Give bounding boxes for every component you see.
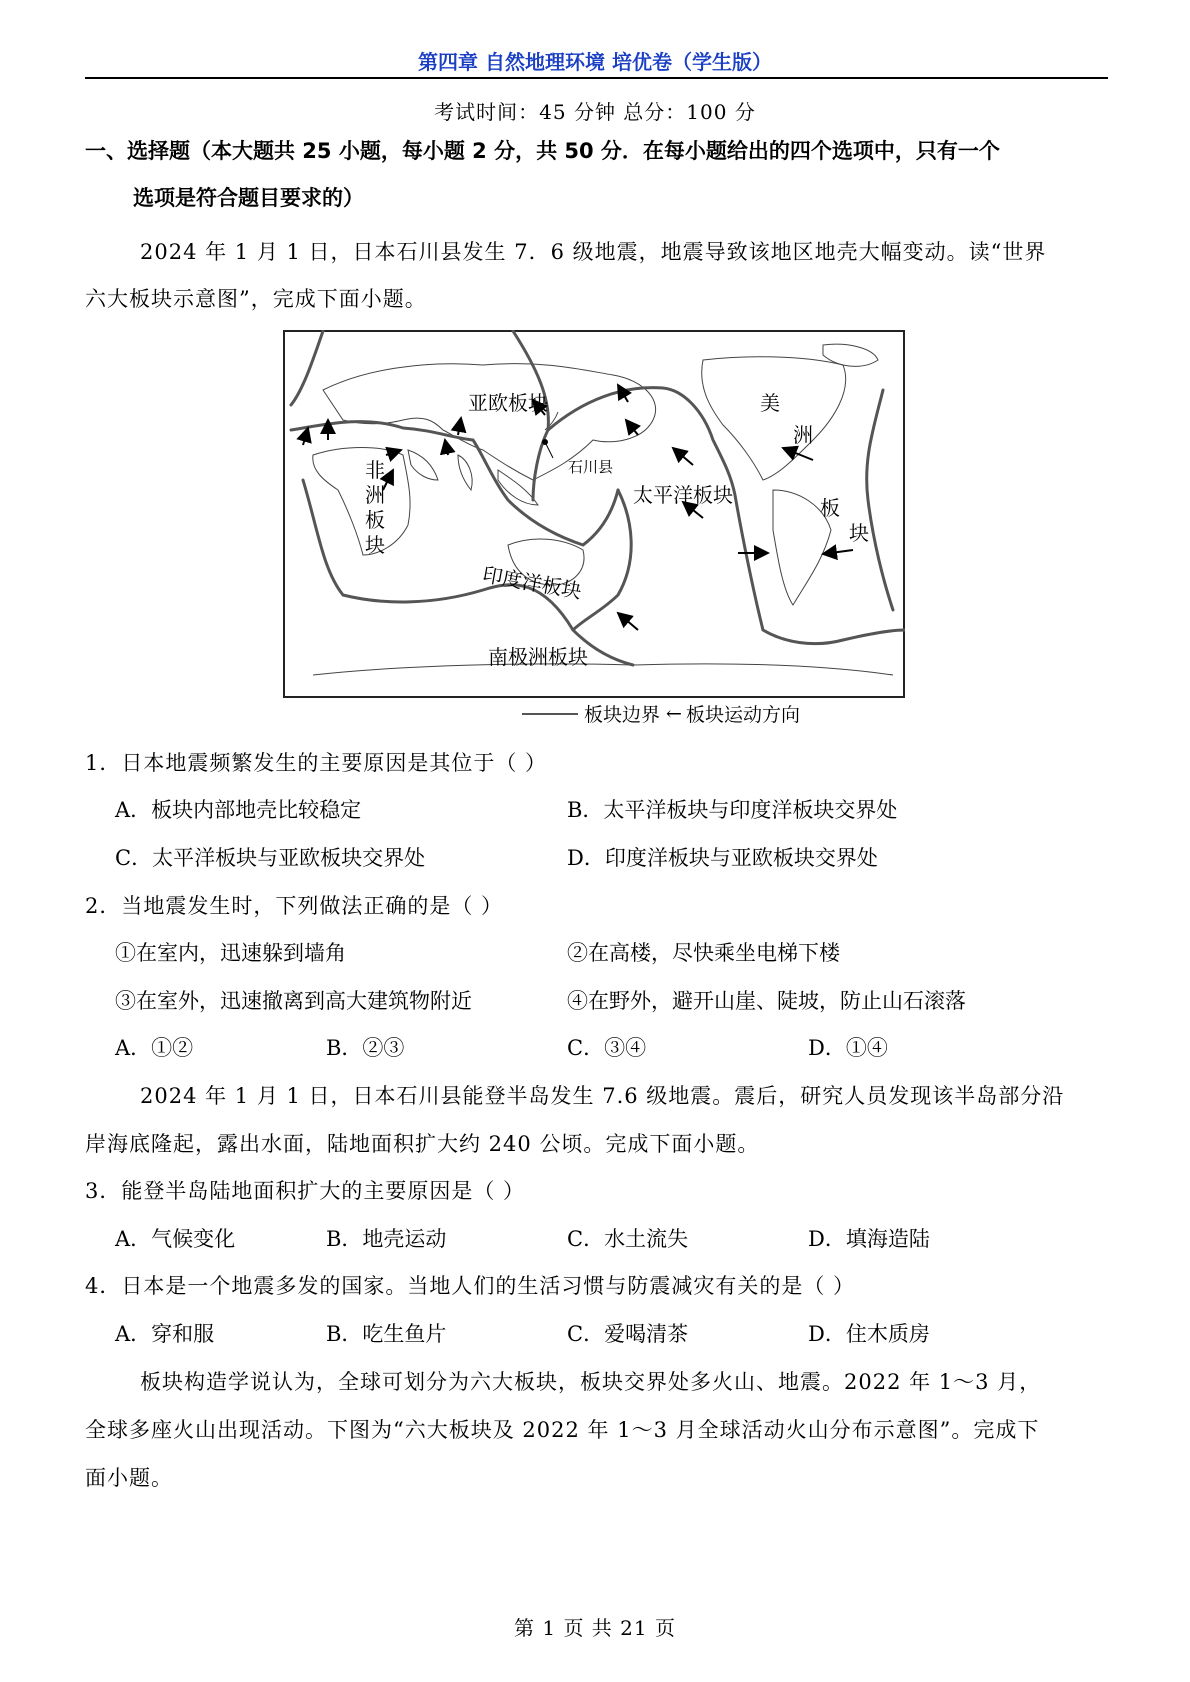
document-title: 第四章 自然地理环境 培优卷（学生版） xyxy=(418,50,772,74)
question-3-option-a: A．气候变化 xyxy=(115,1227,236,1251)
question-4-stem: 4．日本是一个地震多发的国家。当地人们的生活习惯与防震减灾有关的是（ ） xyxy=(85,1274,856,1298)
question-4-option-b: B．吃生鱼片 xyxy=(326,1322,447,1346)
exam-info: 考试时间：45 分钟 总分：100 分 xyxy=(434,100,756,124)
question-3-option-d: D．填海造陆 xyxy=(808,1227,930,1251)
label-africa-char-2: 洲 xyxy=(365,483,385,507)
question-2-statement-3: ③在室外，迅速撤离到高大建筑物附近 xyxy=(115,989,472,1013)
label-indian-plate: 印度洋板块 xyxy=(480,562,584,604)
intro3-line2: 全球多座火山出现活动。下图为“六大板块及 2022 年 1～3 月全球活动火山分布示意图”。完成下 xyxy=(85,1418,1040,1442)
tectonic-plate-map xyxy=(283,330,905,698)
question-3-option-b: B．地壳运动 xyxy=(326,1227,447,1251)
question-2-statement-2: ②在高楼，尽快乘坐电梯下楼 xyxy=(567,941,840,965)
question-4-option-a: A．穿和服 xyxy=(115,1322,215,1346)
question-1-option-b: B．太平洋板块与印度洋板块交界处 xyxy=(567,798,898,822)
label-america-char-1: 美 xyxy=(760,391,780,415)
label-pacific-plate: 太平洋板块 xyxy=(633,483,733,507)
question-3-stem: 3．能登半岛陆地面积扩大的主要原因是（ ） xyxy=(85,1179,526,1203)
label-africa-char-3: 板 xyxy=(365,508,385,532)
question-1-option-d: D．印度洋板块与亚欧板块交界处 xyxy=(567,846,878,870)
legend-direction: 板块运动方向 xyxy=(685,704,800,726)
intro2-line1: 2024 年 1 月 1 日，日本石川县能登半岛发生 7.6 级地震。震后，研究人员发现该半岛部分沿 xyxy=(140,1084,1065,1108)
intro1-line1: 2024 年 1 月 1 日，日本石川县发生 7．6 级地震，地震导致该地区地壳大幅变动。读“世界 xyxy=(140,240,1047,264)
label-america-char-4: 块 xyxy=(849,521,869,545)
section-title-line1: 一、选择题（本大题共 25 小题，每小题 2 分，共 50 分．在每小题给出的四个选项中，只有一个 xyxy=(85,139,1000,163)
label-america-char-2: 洲 xyxy=(793,423,813,447)
intro3-line1: 板块构造学说认为，全球可划分为六大板块，板块交界处多火山、地震。2022 年 1～3 月， xyxy=(140,1370,1042,1394)
question-2-statement-4: ④在野外，避开山崖、陡坡，防止山石滚落 xyxy=(567,989,966,1013)
label-eurasian-plate: 亚欧板块 xyxy=(468,391,548,415)
question-1-option-c: C．太平洋板块与亚欧板块交界处 xyxy=(115,846,426,870)
intro1-line2: 六大板块示意图”，完成下面小题。 xyxy=(85,287,427,311)
question-2-option-b: B．②③ xyxy=(326,1036,405,1060)
question-3-option-c: C．水土流失 xyxy=(567,1227,689,1251)
label-africa-char-4: 块 xyxy=(365,533,385,557)
question-1-option-a: A．板块内部地壳比较稳定 xyxy=(115,798,362,822)
label-ishikawa: 石川县 xyxy=(568,458,614,476)
header-divider xyxy=(85,77,1108,79)
question-2-option-d: D．①④ xyxy=(808,1036,888,1060)
question-1-stem: 1．日本地震频繁发生的主要原因是其位于（ ） xyxy=(85,751,548,775)
question-4-option-c: C．爱喝清茶 xyxy=(567,1322,689,1346)
legend-boundary: 板块边界 xyxy=(584,704,661,726)
question-2-option-c: C．③④ xyxy=(567,1036,647,1060)
label-africa-char-1: 非 xyxy=(365,458,385,482)
left-arrow-icon: ← xyxy=(666,702,682,725)
question-2-stem: 2．当地震发生时，下列做法正确的是（ ） xyxy=(85,894,504,918)
label-antarctic-plate: 南极洲板块 xyxy=(488,645,588,669)
page-number: 第 1 页 共 21 页 xyxy=(514,1616,676,1640)
question-4-option-d: D．住木质房 xyxy=(808,1322,930,1346)
boundary-line-icon xyxy=(522,713,578,715)
intro2-line2: 岸海底隆起，露出水面，陆地面积扩大约 240 公顷。完成下面小题。 xyxy=(85,1132,760,1156)
map-legend xyxy=(522,700,800,727)
section-title-line2: 选项是符合题目要求的） xyxy=(133,186,364,210)
label-america-char-3: 板 xyxy=(820,496,840,520)
question-2-option-a: A．①② xyxy=(115,1036,194,1060)
intro3-line3: 面小题。 xyxy=(85,1466,173,1490)
question-2-statement-1: ①在室内，迅速躲到墙角 xyxy=(115,941,346,965)
